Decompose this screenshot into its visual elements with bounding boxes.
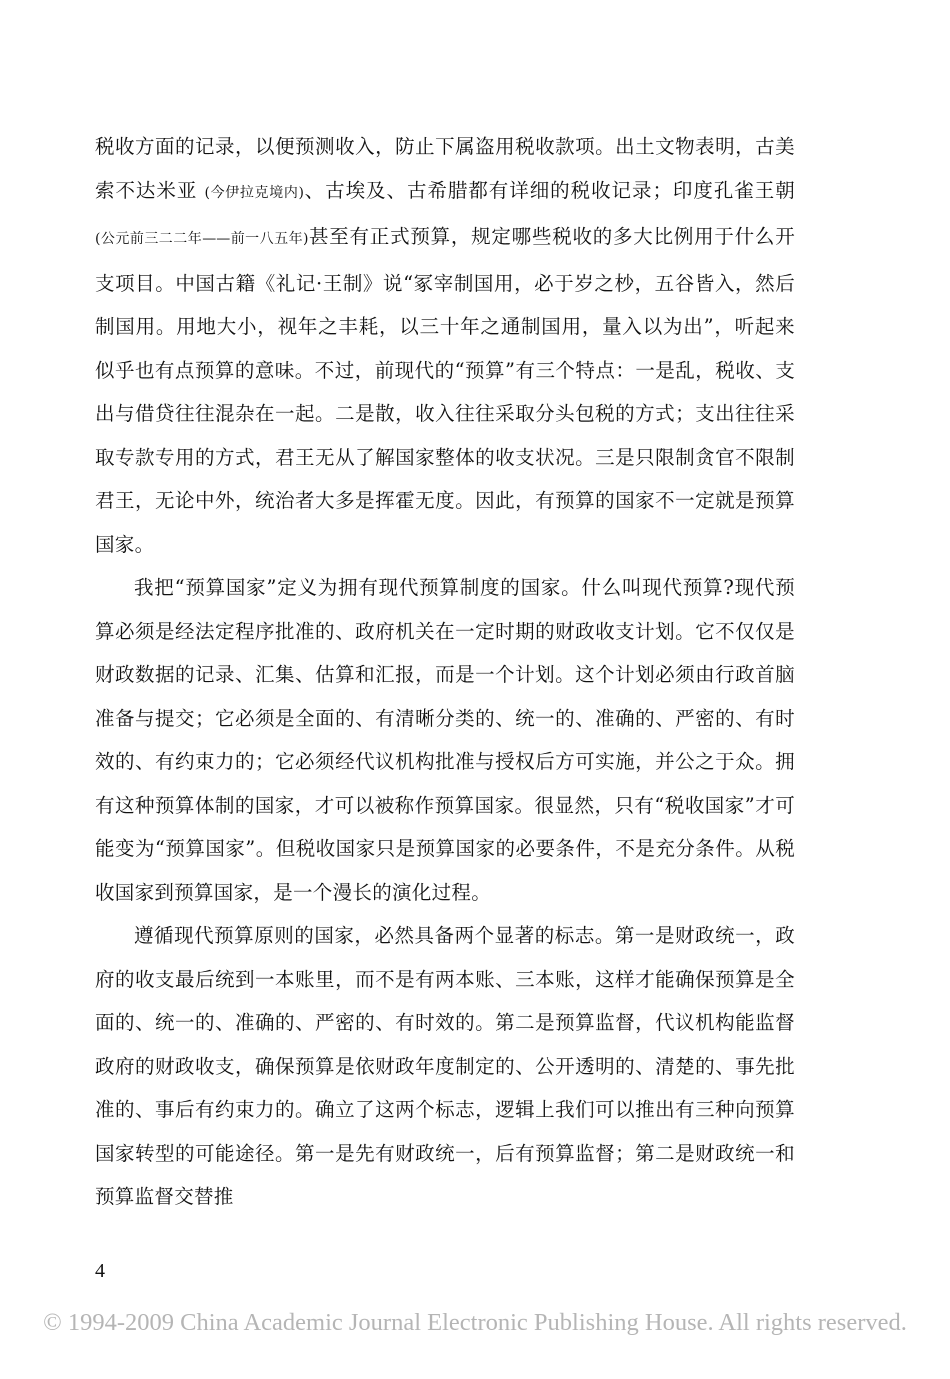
paragraph [95, 125, 795, 566]
paragraph-text: 、古埃及、古希腊都有详细的税收记录；印度孔雀王朝 [304, 178, 796, 202]
paragraph [95, 566, 795, 914]
paragraph [95, 914, 795, 1219]
parenthetical-note: (今伊拉克境内) [204, 184, 304, 201]
copyright-watermark: © 1994-2009 China Academic Journal Electronic Publishing House. All rights reserved. [43, 1309, 907, 1336]
paragraph-text: 遵循现代预算原则的国家，必然具备两个显著的标志。第一是财政统一，政府的收支最后统到一本账里，而不是有两本账、三本账，这样才能确保预算是全面的、统一的、准确的、严密的、有时效的。第二是预算监督，代议机构能监督政府的财政收支，确保预算是依财政年度制定的、公开透明的、清楚的、事先批准的、事后有约束力的。确立了这两个标志，逻辑上我们可以推出有三种向预算国家转型的可能途径。第一是先有财政统一，后有预算监督；第二是财政统一和预算监督交替推 [95, 924, 795, 1208]
paragraph-text: 甚至有正式预算，规定哪些税收的多大比例用于什么开支项目。中国古籍《礼记·王制》说“冢宰制国用，必于岁之杪，五谷皆入，然后制国用。用地大小，视年之丰耗，以三十年之通制国用，量入以为出”，听起来似乎也有点预算的意味。不过，前现代的“预算”有三个特点：一是乱，税收、支出与借贷往往混杂在一起。二是散，收入往往采取分头包税的方式；支出往往采取专款专用的方式，君王无从了解国家整体的收支状况。三是只限制贪官不限制君王，无论中外，统治者大多是挥霍无度。因此，有预算的国家不一定就是预算国家。 [95, 225, 795, 556]
article-body [95, 125, 795, 1219]
parenthetical-note: (公元前三二二年——前一八五年) [95, 231, 309, 247]
paragraph-text: 我把“预算国家”定义为拥有现代预算制度的国家。什么叫现代预算?现代预算必须是经法定程序批准的、政府机关在一定时期的财政收支计划。它不仅仅是财政数据的记录、汇集、估算和汇报，而是一个计划。这个计划必须由行政首脑准备与提交；它必须是全面的、有清晰分类的、统一的、准确的、严密的、有时效的、有约束力的；它必须经代议机构批准与授权后方可实施，并公之于众。拥有这种预算体制的国家，才可以被称作预算国家。很显然，只有“税收国家”才可能变为“预算国家”。但税收国家只是预算国家的必要条件，不是充分条件。从税收国家到预算国家，是一个漫长的演化过程。 [95, 576, 795, 904]
page-number: 4 [95, 1260, 105, 1282]
paragraph-text: 税收方面的记录，以便预测收入，防止下属盗用税收款项。出土文物表明，古美索不达米亚 [95, 135, 795, 202]
